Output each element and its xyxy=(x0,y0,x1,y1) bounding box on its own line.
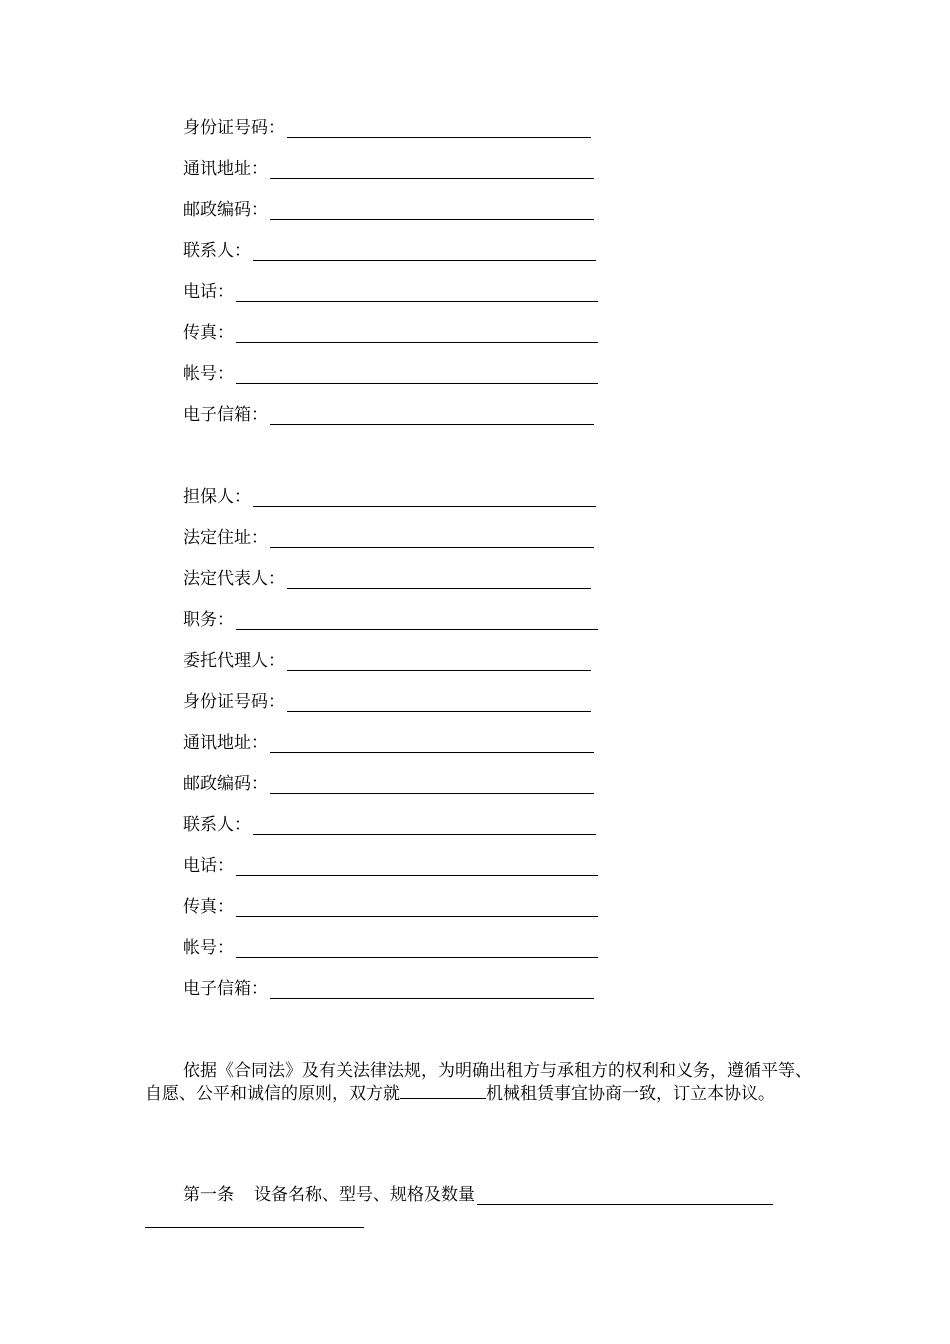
field-account[interactable] xyxy=(183,364,598,384)
field-fax[interactable] xyxy=(183,323,598,343)
field-label: 邮政编码： xyxy=(183,774,268,794)
field-fax[interactable] xyxy=(183,897,598,917)
field-label: 联系人： xyxy=(183,815,251,835)
field-address[interactable] xyxy=(183,733,594,753)
field-label: 电话： xyxy=(183,856,234,876)
blank-line[interactable] xyxy=(253,488,596,507)
blank-line[interactable] xyxy=(236,283,598,302)
field-email[interactable] xyxy=(183,405,594,425)
field-phone[interactable] xyxy=(183,856,598,876)
field-email[interactable] xyxy=(183,979,594,999)
field-label: 电话： xyxy=(183,282,234,302)
field-postcode[interactable] xyxy=(183,200,594,220)
field-label: 邮政编码： xyxy=(183,200,268,220)
field-id-number[interactable] xyxy=(183,118,591,138)
blank-line[interactable] xyxy=(236,939,598,958)
field-account[interactable] xyxy=(183,938,598,958)
blank-line[interactable] xyxy=(477,1186,773,1205)
blank-line[interactable] xyxy=(287,652,591,671)
field-postcode[interactable] xyxy=(183,774,594,794)
field-contact[interactable] xyxy=(183,815,596,835)
field-agent[interactable] xyxy=(183,651,591,671)
field-label: 担保人： xyxy=(183,487,251,507)
field-label: 电子信箱： xyxy=(183,979,268,999)
blank-line[interactable] xyxy=(253,816,596,835)
blank-line[interactable] xyxy=(253,242,596,261)
blank-line[interactable] xyxy=(287,693,591,712)
blank-line[interactable] xyxy=(400,1082,486,1099)
field-label: 帐号： xyxy=(183,938,234,958)
field-label: 传真： xyxy=(183,897,234,917)
blank-line[interactable] xyxy=(236,611,598,630)
field-legal-representative[interactable] xyxy=(183,569,591,589)
blank-line[interactable] xyxy=(270,734,594,753)
blank-line[interactable] xyxy=(236,857,598,876)
field-label: 职务： xyxy=(183,610,234,630)
preamble-text-2: 机械租赁事宜协商一致，订立本协议。 xyxy=(486,1084,775,1104)
blank-line[interactable] xyxy=(270,406,594,425)
blank-line[interactable] xyxy=(287,570,591,589)
field-label: 法定住址： xyxy=(183,528,268,548)
field-contact[interactable] xyxy=(183,241,596,261)
blank-line[interactable] xyxy=(270,775,594,794)
article-title: 设备名称、型号、规格及数量 xyxy=(254,1185,475,1205)
field-label: 帐号： xyxy=(183,364,234,384)
field-position[interactable] xyxy=(183,610,598,630)
field-label: 传真： xyxy=(183,323,234,343)
blank-line[interactable] xyxy=(270,160,594,179)
blank-line[interactable] xyxy=(236,898,598,917)
blank-line[interactable] xyxy=(236,365,598,384)
field-phone[interactable] xyxy=(183,282,598,302)
field-guarantor[interactable] xyxy=(183,487,596,507)
blank-line[interactable] xyxy=(270,980,594,999)
field-label: 联系人： xyxy=(183,241,251,261)
field-address[interactable] xyxy=(183,159,594,179)
field-label: 法定代表人： xyxy=(183,569,285,589)
blank-line[interactable] xyxy=(270,529,594,548)
field-legal-address[interactable] xyxy=(183,528,594,548)
field-label: 通讯地址： xyxy=(183,733,268,753)
blank-line[interactable] xyxy=(287,119,591,138)
field-label: 电子信箱： xyxy=(183,405,268,425)
field-label: 身份证号码： xyxy=(183,692,285,712)
field-label: 身份证号码： xyxy=(183,118,285,138)
blank-line[interactable] xyxy=(236,324,598,343)
field-id-number[interactable] xyxy=(183,692,591,712)
article-1-heading xyxy=(183,1185,773,1205)
blank-line-continuation[interactable] xyxy=(145,1227,364,1228)
article-number: 第一条 xyxy=(183,1185,234,1205)
preamble-paragraph xyxy=(145,1060,817,1105)
field-label: 委托代理人： xyxy=(183,651,285,671)
preamble-text-1: 依据《合同法》及有关法律法规，为明确出租方与承租方的权利和义务，遵循平等、自愿、公平和诚信的原则，双方就 xyxy=(145,1061,812,1104)
field-label: 通讯地址： xyxy=(183,159,268,179)
blank-line[interactable] xyxy=(270,201,594,220)
